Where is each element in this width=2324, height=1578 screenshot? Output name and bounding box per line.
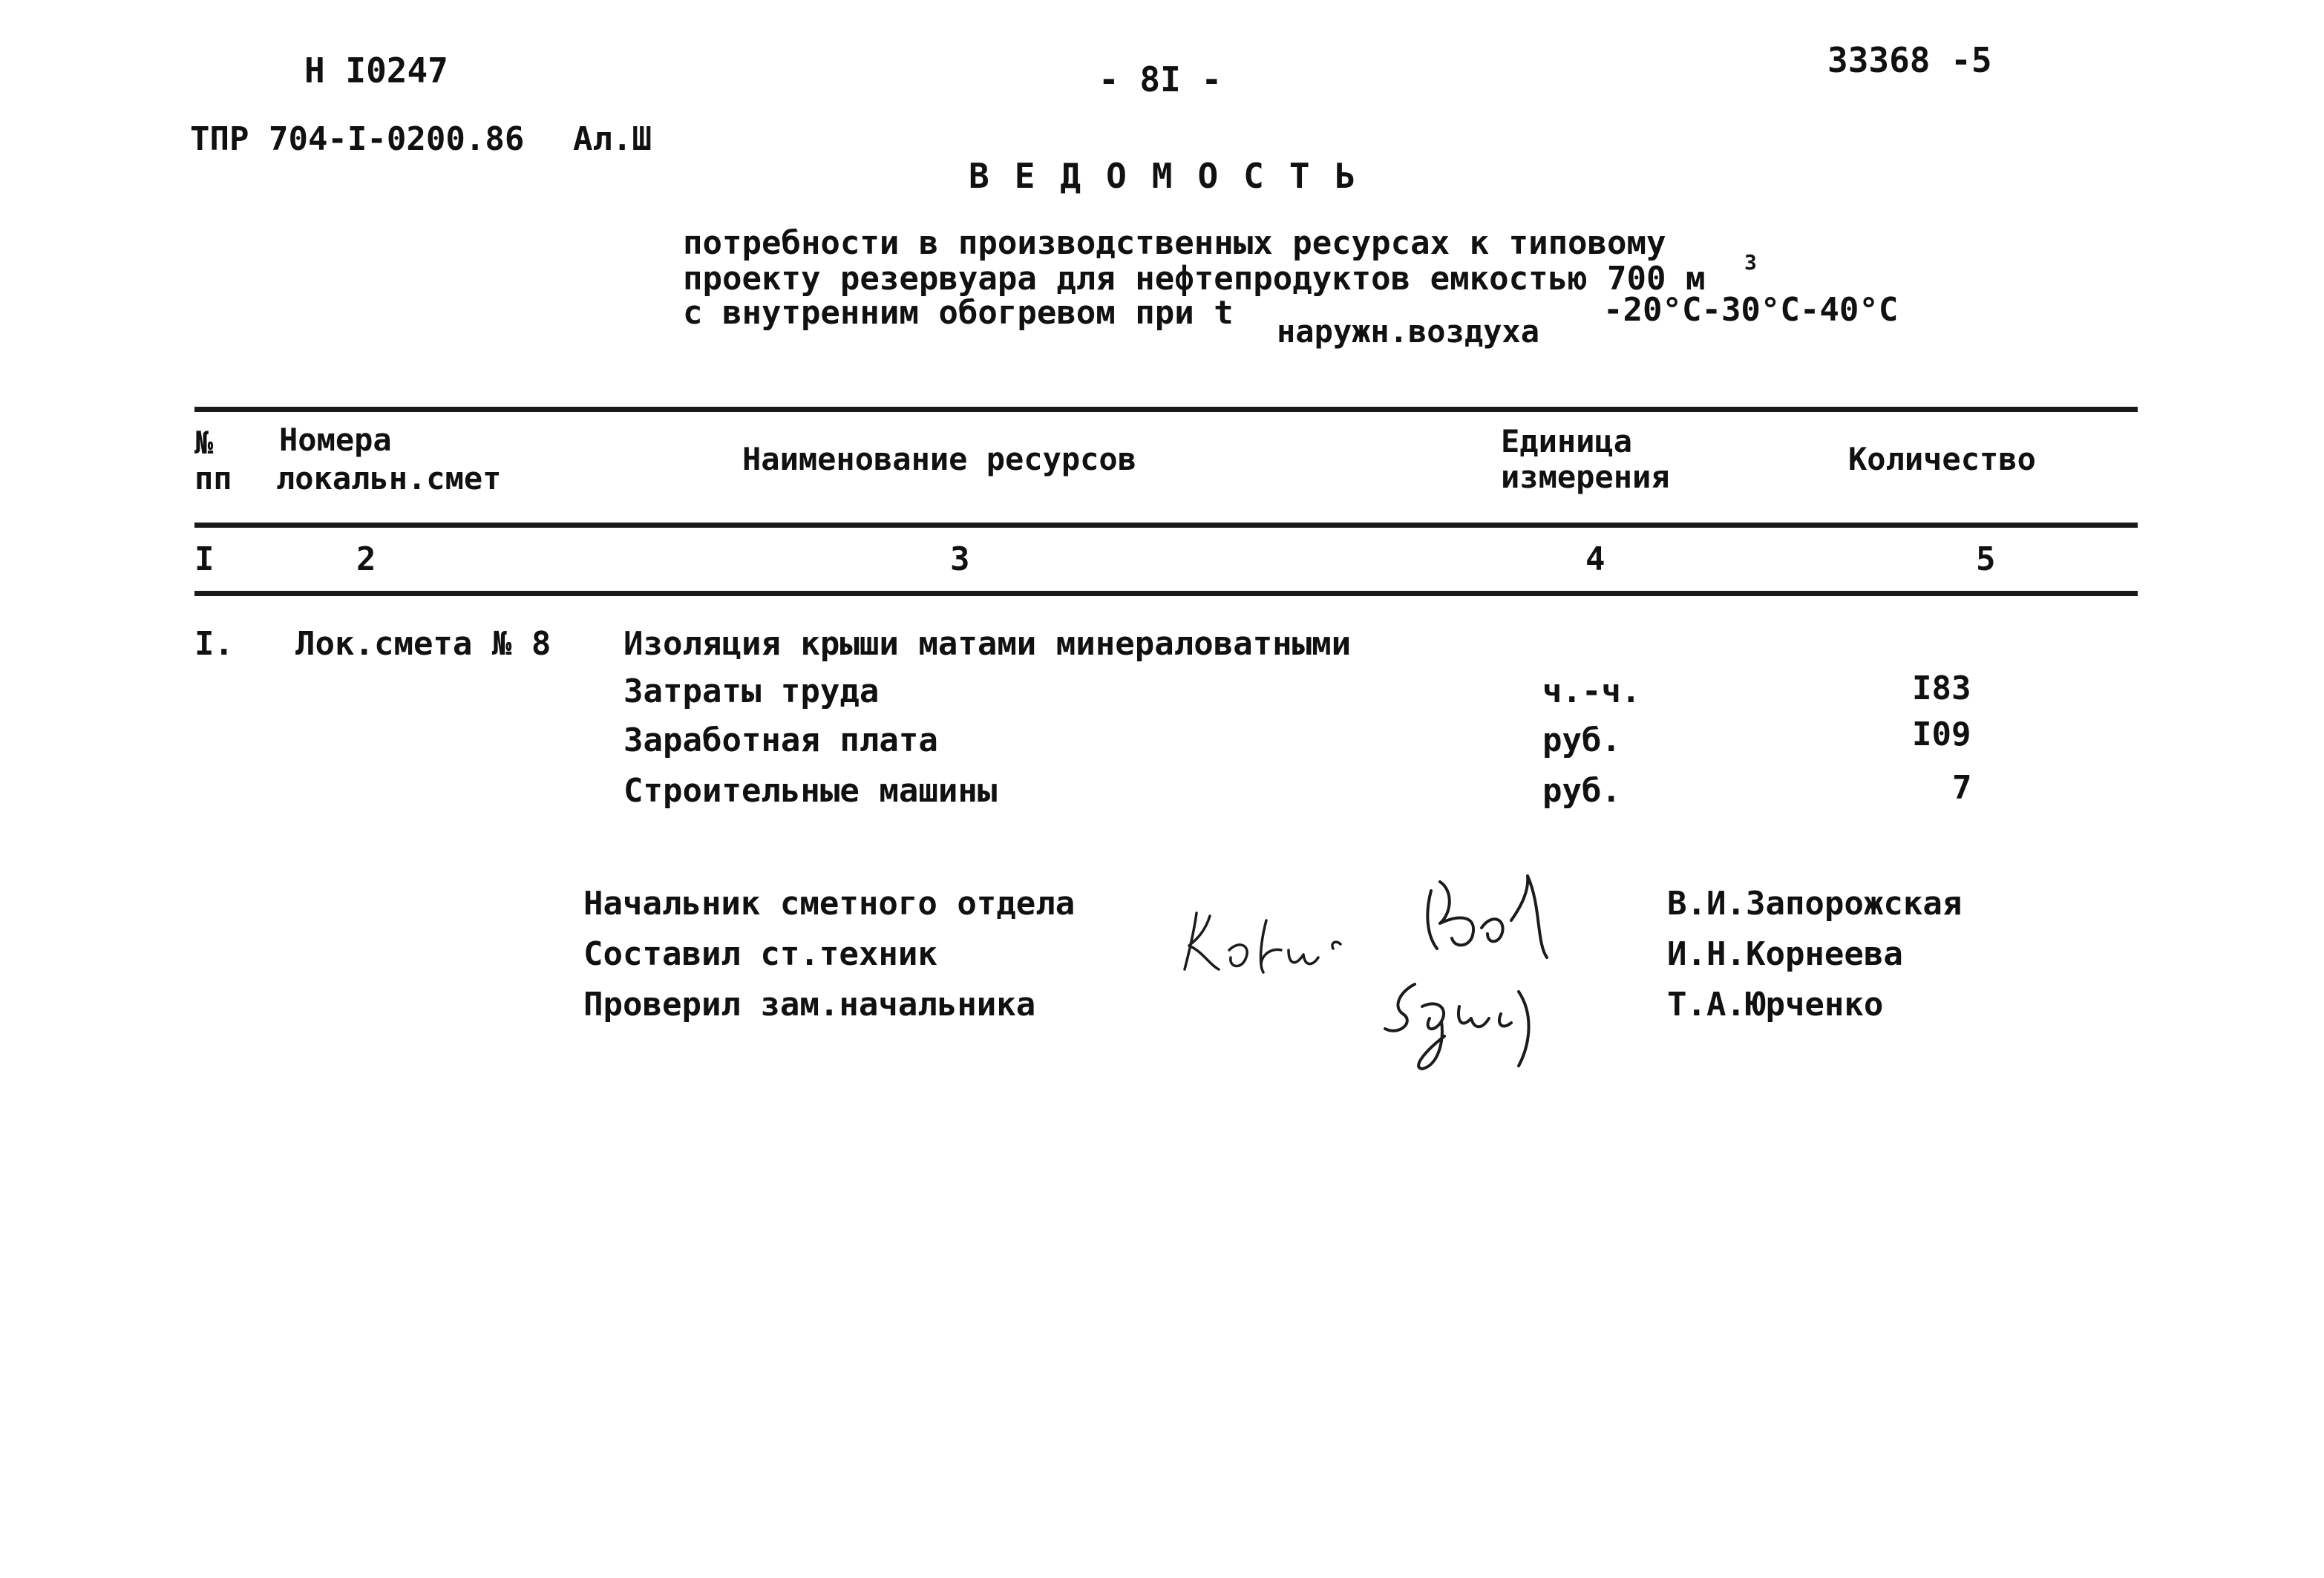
- column-number-2: 2: [356, 540, 376, 578]
- table-header-rule: [194, 523, 2138, 528]
- doc-code-left: Н I0247: [304, 50, 448, 91]
- resource-quantity: I83: [1912, 669, 1971, 707]
- header-col-estimate-l1: Номера: [279, 422, 392, 458]
- title-line-3: с внутренним обогревом при t: [683, 294, 1234, 332]
- column-number-5: 5: [1976, 540, 1996, 578]
- table-top-rule: [194, 407, 2138, 412]
- signature-role: Начальник сметного отдела: [583, 885, 1076, 923]
- resource-unit: ч.-ч.: [1542, 672, 1641, 710]
- title-line-3-subscript: наружн.воздуха: [1277, 313, 1540, 350]
- header-col-number-l1: №: [194, 425, 214, 461]
- signature-name: В.И.Запорожская: [1667, 885, 1963, 923]
- resource-name: Заработная плата: [623, 721, 938, 759]
- signature-name: Т.А.Юрченко: [1667, 986, 1884, 1024]
- resource-name: Затраты труда: [623, 672, 880, 710]
- resource-quantity: 7: [1952, 769, 1972, 807]
- project-reference: ТПР 704-I-0200.86: [190, 120, 525, 158]
- column-number-1: I: [194, 540, 215, 578]
- signature-name: И.Н.Корнеева: [1667, 935, 1903, 973]
- title-line-1: потребности в производственных ресурсах к типовому: [683, 224, 1666, 262]
- header-col-resource-name: Наименование ресурсов: [742, 441, 1137, 477]
- column-number-3: 3: [950, 540, 970, 578]
- header-col-unit-l2: измерения: [1501, 459, 1670, 495]
- page-number: - 8I -: [1099, 59, 1222, 99]
- row-work-title: Изоляция крыши матами минераловатными: [623, 625, 1352, 663]
- document-title: ВЕДОМОСТЬ: [969, 156, 1381, 196]
- resource-unit: руб.: [1542, 772, 1621, 810]
- resource-quantity: I09: [1912, 716, 1971, 753]
- resource-unit: руб.: [1542, 721, 1621, 759]
- resource-name: Строительные машины: [623, 772, 998, 810]
- signature-role: Проверил зам.начальника: [583, 986, 1036, 1024]
- signature-role: Составил ст.техник: [583, 935, 937, 973]
- doc-code-right: 33368 -5: [1827, 40, 1992, 80]
- row-number: I.: [194, 625, 234, 663]
- title-line-2: проекту резервуара для нефтепродуктов емкостью 700 м: [683, 260, 1706, 298]
- header-col-estimate-l2: локальн.смет: [276, 460, 502, 497]
- column-number-4: 4: [1585, 540, 1605, 578]
- handwritten-signature-1: [1410, 861, 1559, 972]
- album-reference: Ал.Ш: [573, 120, 652, 158]
- row-estimate-ref: Лок.смета № 8: [295, 625, 551, 663]
- table-numbering-rule: [194, 591, 2138, 596]
- header-col-number-l2: пп: [194, 460, 232, 497]
- title-line-3-temperatures: -20°С-30°С-40°С: [1603, 291, 1899, 329]
- title-line-2-superscript: 3: [1744, 250, 1757, 275]
- header-col-unit-l1: Единица: [1501, 423, 1633, 459]
- handwritten-signature-3: [1370, 969, 1563, 1073]
- handwritten-signature-2: [1177, 898, 1370, 987]
- header-col-quantity: Количество: [1848, 441, 2036, 477]
